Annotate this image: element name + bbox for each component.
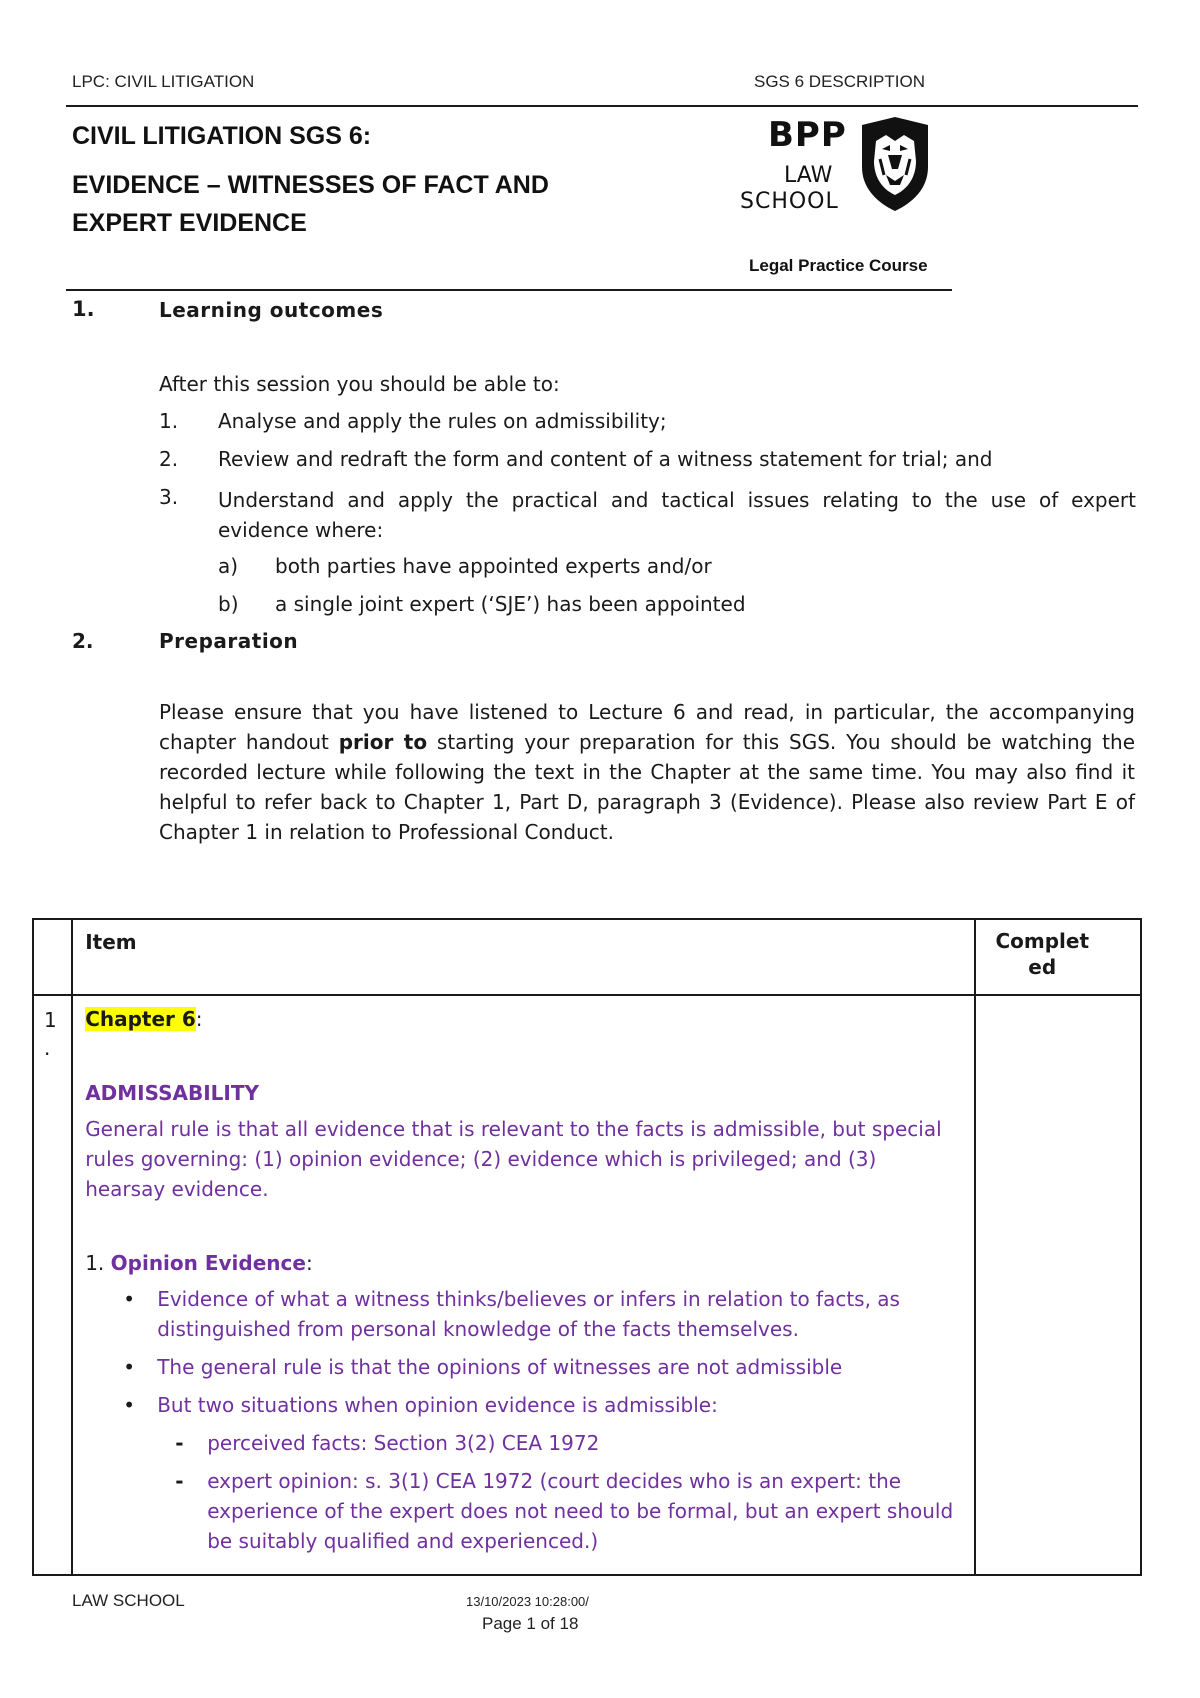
title-line3: EXPERT EVIDENCE: [72, 209, 307, 237]
subitem-b-text: a single joint expert (‘SJE’) has been appointed: [275, 592, 746, 616]
opinion-num: 1.: [85, 1251, 105, 1275]
list-item: [85, 1284, 962, 1344]
admissability-heading: ADMISSABILITY: [85, 1081, 259, 1105]
logo-school: SCHOOL: [740, 189, 839, 214]
chapter-label: Chapter 6: [85, 1007, 196, 1031]
bullet-text-2: The general rule is that the opinions of witnesses are not admissible: [157, 1355, 843, 1379]
bullet-icon: •: [123, 1287, 135, 1311]
list-item: [85, 1390, 962, 1420]
lion-shield-icon: [854, 115, 936, 213]
header-num-cell: [33, 919, 72, 995]
row1-num: 1 .: [44, 1008, 57, 1060]
section1-intro: After this session you should be able to:: [159, 372, 560, 396]
dash-text-1: perceived facts: Section 3(2) CEA 1972: [207, 1431, 600, 1455]
header-right: SGS 6 DESCRIPTION: [754, 72, 925, 91]
outcome-3-num: 3.: [159, 485, 179, 509]
section2-title: Preparation: [159, 629, 299, 653]
footer-left: LAW SCHOOL: [72, 1591, 185, 1610]
header-completed: Complet ed: [995, 929, 1090, 979]
dash-icon: -: [175, 1469, 184, 1493]
list-item: [85, 1466, 962, 1556]
bullet-icon: •: [123, 1393, 135, 1417]
preparation-text-2: starting your preparation for this SGS. You should be watching the recorded lecture while following the text in the Chapter at the same time. You may also find it helpful to refer back to Chapter 1, Part D, paragraph 3 (Evidence). Please also review Part E of Chapter 1 in relation to Professional Conduct.: [159, 730, 1135, 844]
bullet-icon: •: [123, 1355, 135, 1379]
footer-timestamp: 13/10/2023 10:28:00/: [466, 1594, 589, 1609]
header-left: LPC: CIVIL LITIGATION: [72, 72, 255, 91]
row1-item-cell: [72, 995, 975, 1575]
logo-subtitle: Legal Practice Course: [749, 256, 928, 275]
bpp-logo: [738, 115, 938, 215]
subitem-a-text: both parties have appointed experts and/or: [275, 554, 712, 578]
footer-page: Page 1 of 18: [482, 1614, 579, 1633]
outcome-1-num: 1.: [159, 409, 179, 433]
outcome-3-text: Understand and apply the practical and tactical issues relating to the use of expert evidence where:: [218, 488, 1136, 542]
list-item: [85, 1352, 962, 1382]
bullet-text-3: But two situations when opinion evidence is admissible:: [157, 1393, 718, 1417]
footer-rule: [66, 1574, 1138, 1576]
chapter-line: [85, 1004, 962, 1034]
title-rule: [66, 289, 952, 291]
title-line1: CIVIL LITIGATION SGS 6:: [72, 122, 372, 150]
list-item: [85, 1428, 962, 1458]
section1-title: Learning outcomes: [159, 298, 384, 322]
outcome-2-num: 2.: [159, 447, 179, 471]
row1-completed-cell: [975, 995, 1141, 1575]
header-item-cell: [72, 919, 975, 995]
general-rule-text: General rule is that all evidence that is relevant to the facts is admissible, but special rules governing: (1) opinion evidence; (2) evidence which is privileged; and (3) hearsay evidence.: [85, 1117, 942, 1201]
dash-icon: -: [175, 1431, 184, 1455]
preparation-paragraph: [159, 697, 1135, 847]
section2-number: 2.: [72, 629, 94, 653]
subitem-a-num: a): [218, 554, 239, 578]
section1-number: 1.: [72, 297, 95, 321]
dash-text-2: expert opinion: s. 3(1) CEA 1972 (court decides who is an expert: the experience of the expert does not need to be formal, but an expert should be suitably qualified and experienced.): [207, 1469, 954, 1553]
title-line2: EVIDENCE – WITNESSES OF FACT AND: [72, 171, 549, 199]
outcome-2-text: Review and redraft the form and content of a witness statement for trial; and: [218, 447, 993, 471]
outcome-1-text: Analyse and apply the rules on admissibility;: [218, 409, 667, 433]
header-item: Item: [85, 930, 137, 954]
row1-num-cell: [33, 995, 72, 1575]
preparation-text-1: Please ensure that you have listened to Lecture 6 and read, in particular, the accompanying chapter handout: [159, 700, 1135, 754]
header-completed-cell: [975, 919, 1141, 995]
chapter-colon: :: [195, 1007, 203, 1031]
opinion-evidence-line: [85, 1248, 962, 1278]
preparation-bold: prior to: [338, 730, 428, 754]
bullet-text-1: Evidence of what a witness thinks/believes or infers in relation to facts, as distinguished from personal knowledge of the facts themselves.: [157, 1287, 900, 1341]
table-header-row: [33, 919, 1141, 995]
checklist-table: [32, 918, 1142, 1576]
header-rule: [66, 105, 1138, 107]
logo-law: LAW: [784, 163, 833, 188]
table-row: [33, 995, 1141, 1575]
logo-bpp: BPP: [768, 115, 847, 155]
opinion-title: Opinion Evidence: [110, 1251, 306, 1275]
opinion-colon: :: [305, 1251, 313, 1275]
subitem-b-num: b): [218, 592, 239, 616]
